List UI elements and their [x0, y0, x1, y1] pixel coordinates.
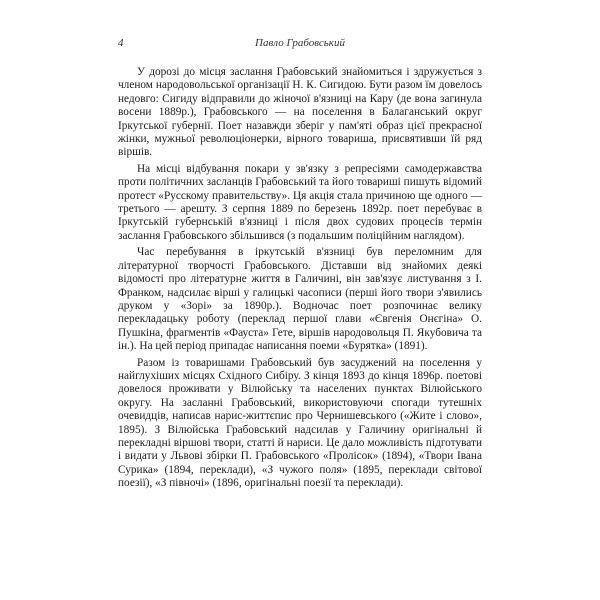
page-number: 4: [118, 37, 124, 49]
paragraph: Час перебування в іркутській в'язниці був переломним для літературної творчості Грабовського. Діставши від знайомих деякі відомості про літературне життя в Галичині, він зав'язує листування з І. Франком, надсилає вірші у галицькі часописи (перші його твори з'явились друком у «Зорі» за 1890р.). Водночас поет розпочинає велику перекладацьку роботу (переклад першої глави «Євгенія Онєгіна» О. Пушкіна, фрагментів «Фауста» Гете, віршів народовольця П. Якубовича та ін.). На цей період припадає написання поеми «Бурятка» (1891).: [118, 246, 482, 353]
paragraph: Разом із товаришами Грабовський був засуджений на поселення у найглухіших місцях Східного Сибіру. З кінця 1893 до кінця 1896р. поетові довелося проживати у Вілюйську та населених пунктах Вілюйського округу. На засланні Грабовський, використовуючи спогади тутешніх очевидців, написав нарис-життєпис про Чернишевського («Жите і слово», 1895). З Вілюйська Грабовський надсилав у Галичину оригінальні й перекладні віршові твори, статті й нариси. Це дало можливість підготувати і видати у Львові збірки П. Грабовського «Пролісок» (1894), «Твори Івана Сурика» (1894, переклади), «З чужого поля» (1895, переклади світової поезії), «З півночі» (1896, оригінальні поезії та переклади).: [118, 356, 482, 490]
page-header: [118, 37, 482, 53]
paragraph: У дорозі до місця заслання Грабовський знайомиться і здружується з членом народовольської організації Н. К. Сигидою. Бути разом їм довелось недовго: Сигиду відправили до жіночої в'язниці на Кару (де вона загинула восени 1889р.), Грабовського — на поселення в Балаганський округ Іркутської губернії. Поет назавжди зберіг у пам'яті образ цієї прекрасної жінки, мужньої революціонерки, вірного товариша, присвятивши їй ряд віршів.: [118, 66, 482, 159]
running-head: Павло Грабовський: [255, 37, 345, 49]
paragraph: На місці відбування покари у зв'язку з репресіями самодержавства проти політичних засланців Грабовський та його товариші пишуть відомий протест «Русскому правительству». Ця акція стала причиною ще одного — третього — арешту. З серпня 1889 по березень 1892р. поет перебуває в Іркутській губернській в'язниці і після двох судових процесів термін заслання Грабовського збільшився (з подальшим поліційним наглядом).: [118, 162, 482, 242]
body-text: [118, 66, 482, 494]
